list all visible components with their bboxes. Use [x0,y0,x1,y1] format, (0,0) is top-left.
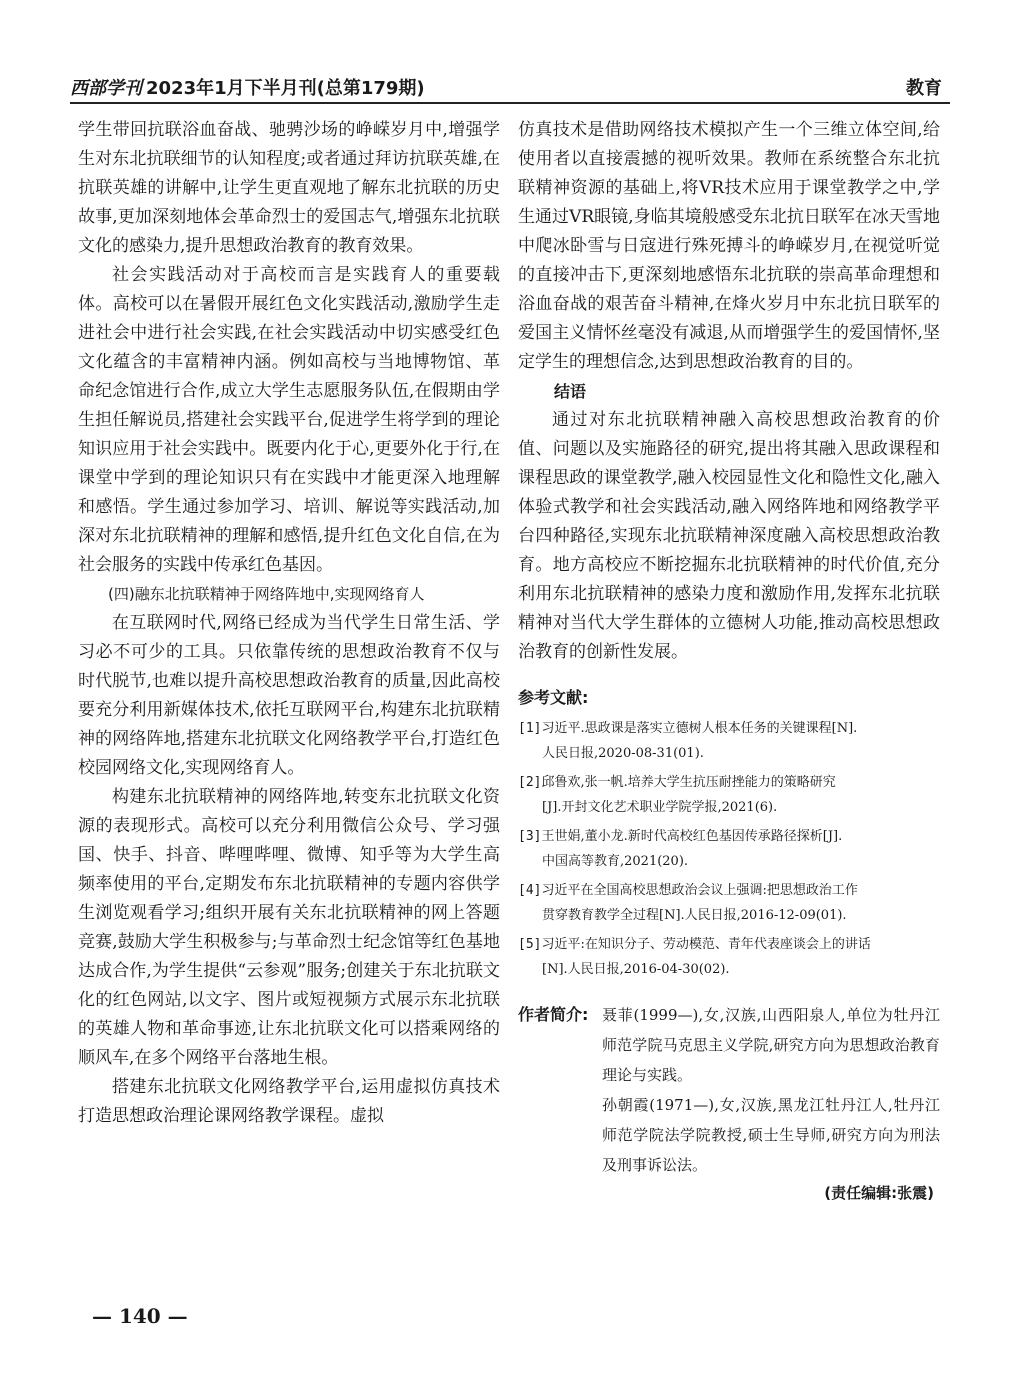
section-name: 教育 [906,78,942,99]
reference-number: [4] [518,883,542,898]
conclusion-heading: 结语 [554,382,587,401]
reference-number: [5] [518,937,542,952]
reference-number: [1] [518,721,542,736]
left-paragraph-5: 搭建东北抗联文化网络教学平台,运用虚拟仿真技术打造思想政治理论课网络教学课程。虚拟 [78,1077,500,1126]
journal-title [70,74,425,100]
journal-logo: 西部学刊 [70,78,142,99]
reference-line: 邱鲁欢,张一帆.培养大学生抗压耐挫能力的策略研究 [541,775,836,790]
reference-line: 中国高等教育,2021(20). [542,854,689,869]
author-bio-label: 作者简介: [518,1005,589,1024]
reference-line: 习近平.思政课是落实立德树人根本任务的关键课程[N]. [541,721,858,736]
reference-item [518,878,940,928]
references-list [518,716,940,982]
reference-item [518,716,940,766]
reference-line: 王世娟,董小龙.新时代高校红色基因传承路径探析[J]. [541,829,843,844]
author-bio-2: 孙朝霞(1971—),女,汉族,黑龙江牡丹江人,牡丹江师范学院法学院教授,硕士生导师,研究方向为刑法及刑事诉讼法。 [602,1096,940,1174]
running-header [70,72,950,104]
section-subheading: (四)融东北抗联精神于网络阵地中,实现网络育人 [108,585,425,603]
responsible-editor: (责任编辑:张震) [824,1184,934,1202]
reference-line: 习近平:在知识分子、劳动模范、青年代表座谈会上的讲话 [541,937,871,952]
left-paragraph-1: 学生带回抗联浴血奋战、驰骋沙场的峥嵘岁月中,增强学生对东北抗联细节的认知程度;或者通过拜访抗联英雄,在抗联英雄的讲解中,让学生更直观地了解东北抗联的历史故事,更加深刻地体会革命烈士的爱国志气,增强东北抗联文化的感染力,提升思想政治教育的教育效果。 [78,120,500,256]
right-paragraph-1: 仿真技术是借助网络技术模拟产生一个三维立体空间,给使用者以直接震撼的视听效果。教师在系统整合东北抗联精神资源的基础上,将VR技术应用于课堂教学之中,学生通过VR眼镜,身临其境般感受东北抗日联军在冰天雪地中爬冰卧雪与日寇进行殊死搏斗的峥嵘岁月,在视觉听觉的直接冲击下,更深刻地感悟东北抗联的崇高革命理想和浴血奋战的艰苦奋斗精神,在烽火岁月中东北抗日联军的爱国主义情怀丝毫没有减退,从而增强学生的爱国情怀,坚定学生的理想信念,达到思想政治教育的目的。 [518,120,940,372]
references-heading: 参考文献: [518,688,589,707]
left-column [78,116,500,1131]
left-paragraph-2: 社会实践活动对于高校而言是实践育人的重要载体。高校可以在暑假开展红色文化实践活动,激励学生走进社会中进行社会实践,在社会实践活动中切实感受红色文化蕴含的丰富精神内涵。例如高校与当地博物馆、革命纪念馆进行合作,成立大学生志愿服务队伍,在假期由学生担任解说员,搭建社会实践平台,促进学生将学到的理论知识应用于社会实践中。既要内化于心,更要外化于行,在课堂中学到的理论知识只有在实践中才能更深入地理解和感悟。学生通过参加学习、培训、解说等实践活动,加深对东北抗联精神的理解和感悟,提升红色文化自信,在为社会服务的实践中传承红色基因。 [78,265,500,575]
reference-number: [3] [518,829,542,844]
reference-line: 人民日报,2020-08-31(01). [542,746,704,761]
conclusion-paragraph: 通过对东北抗联精神融入高校思想政治教育的价值、问题以及实施路径的研究,提出将其融入思政课程和课程思政的课堂教学,融入校园显性文化和隐性文化,融入体验式教学和社会实践活动,融入网络阵地和网络教学平台四种路径,实现东北抗联精神深度融入高校思想政治教育。地方高校应不断挖掘东北抗联精神的时代价值,充分利用东北抗联精神的感染力度和激励作用,发挥东北抗联精神对当代大学生群体的立德树人功能,推动高校思想政治教育的创新性发展。 [518,410,940,662]
reference-item [518,770,940,820]
reference-line: 习近平在全国高校思想政治会议上强调:把思想政治工作 [541,883,858,898]
reference-line: [J].开封文化艺术职业学院学报,2021(6). [542,800,778,815]
reference-line: 贯穿教育教学全过程[N].人民日报,2016-12-09(01). [542,908,847,923]
author-bio [518,1000,940,1180]
left-paragraph-4: 构建东北抗联精神的网络阵地,转变东北抗联文化资源的表现形式。高校可以充分利用微信公众号、学习强国、快手、抖音、哔哩哔哩、微博、知乎等为大学生高频率使用的平台,定期发布东北抗联精神的专题内容供学生浏览观看学习;组织开展有关东北抗联精神的网上答题竞赛,鼓励大学生积极参与;与革命烈士纪念馆等红色基地达成合作,为学生提供“云参观”服务;创建关于东北抗联文化的红色网站,以文字、图片或短视频方式展示东北抗联的英雄人物和革命事迹,让东北抗联文化可以搭乘网络的顺风车,在多个网络平台落地生根。 [78,787,500,1068]
journal-issue: 2023年1月下半月刊(总第179期) [146,78,425,99]
reference-number: [2] [518,775,542,790]
reference-item [518,824,940,874]
left-paragraph-3: 在互联网时代,网络已经成为当代学生日常生活、学习必不可少的工具。只依靠传统的思想政治教育不仅与时代脱节,也难以提升高校思想政治教育的质量,因此高校要充分利用新媒体技术,依托互联网平台,构建东北抗联精神的网络阵地,搭建东北抗联文化网络教学平台,打造红色校园网络文化,实现网络育人。 [78,613,500,778]
page-number: — 140 — [92,1304,188,1328]
reference-line: [N].人民日报,2016-04-30(02). [542,962,730,977]
author-bio-1: 聂菲(1999—),女,汉族,山西阳泉人,单位为牡丹江师范学院马克思主义学院,研究方向为思想政治教育理论与实践。 [602,1006,940,1084]
right-column [518,116,940,1203]
reference-item [518,932,940,982]
